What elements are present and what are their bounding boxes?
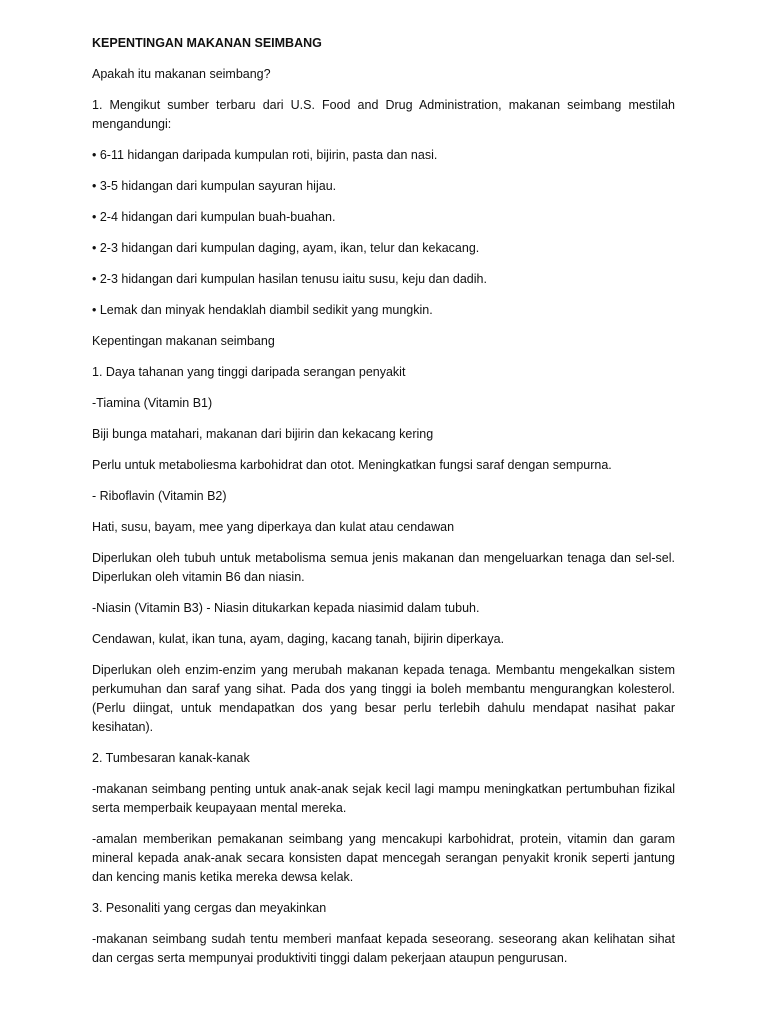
paragraph: Cendawan, kulat, ikan tuna, ayam, daging, kacang tanah, bijirin diperkaya. [92, 632, 505, 646]
bullet-item: • 2-3 hidangan dari kumpulan daging, ayam, ikan, telur dan kekacang. [92, 241, 480, 255]
paragraph: -amalan memberikan pemakanan seimbang yang mencakupi karbohidrat, protein, vitamin dan garam mineral kepada anak-anak secara konsisten dapat mencegah serangan penyakit kronik seperti jantung dan kencing manis ketika mereka dewsa kelak. [92, 832, 675, 884]
bullet-item: • 6-11 hidangan daripada kumpulan roti, bijirin, pasta dan nasi. [92, 148, 438, 162]
document-page [92, 34, 675, 980]
section-heading: 3. Pesonaliti yang cergas dan meyakinkan [92, 901, 327, 915]
bullet-item: • 3-5 hidangan dari kumpulan sayuran hijau. [92, 179, 337, 193]
paragraph: Diperlukan oleh enzim-enzim yang merubah makanan kepada tenaga. Membantu mengekalkan sistem perkumuhan dan saraf yang sihat. Pada dos yang tinggi ia boleh membantu mengurangkan kolesterol. (Perlu diingat, untuk mendapatkan dos yang besar perlu terlebih dahulu mendapat nasihat pakar kesihatan). [92, 663, 675, 734]
paragraph: Biji bunga matahari, makanan dari bijirin dan kekacang kering [92, 427, 434, 441]
paragraph: Perlu untuk metaboliesma karbohidrat dan otot. Meningkatkan fungsi saraf dengan sempurna. [92, 458, 612, 472]
paragraph-fda-intro: 1. Mengikut sumber terbaru dari U.S. Food and Drug Administration, makanan seimbang mestilah mengandungi: [92, 98, 675, 131]
vitamin-heading: -Niasin (Vitamin B3) - Niasin ditukarkan kepada niasimid dalam tubuh. [92, 601, 480, 615]
paragraph: -makanan seimbang sudah tentu memberi manfaat kepada seseorang. seseorang akan kelihatan sihat dan cergas serta mempunyai produktiviti tinggi dalam pekerjaan ataupun pengurusan. [92, 932, 675, 965]
paragraph: Diperlukan oleh tubuh untuk metabolisma semua jenis makanan dan mengeluarkan tenaga dan sel-sel. Diperlukan oleh vitamin B6 dan niasin. [92, 551, 675, 584]
section-heading: Kepentingan makanan seimbang [92, 334, 275, 348]
paragraph: -makanan seimbang penting untuk anak-anak sejak kecil lagi mampu meningkatkan pertumbuhan fizikal serta memperbaik keupayaan mental mereka. [92, 782, 675, 815]
document-title: KEPENTINGAN MAKANAN SEIMBANG [92, 36, 322, 50]
bullet-item: • Lemak dan minyak hendaklah diambil sedikit yang mungkin. [92, 303, 433, 317]
section-heading: 2. Tumbesaran kanak-kanak [92, 751, 250, 765]
vitamin-heading: -Tiamina (Vitamin B1) [92, 396, 213, 410]
bullet-item: • 2-3 hidangan dari kumpulan hasilan tenusu iaitu susu, keju dan dadih. [92, 272, 487, 286]
paragraph: Hati, susu, bayam, mee yang diperkaya dan kulat atau cendawan [92, 520, 455, 534]
question-heading: Apakah itu makanan seimbang? [92, 67, 271, 81]
bullet-item: • 2-4 hidangan dari kumpulan buah-buahan. [92, 210, 336, 224]
vitamin-heading: - Riboflavin (Vitamin B2) [92, 489, 227, 503]
section-heading: 1. Daya tahanan yang tinggi daripada serangan penyakit [92, 365, 406, 379]
